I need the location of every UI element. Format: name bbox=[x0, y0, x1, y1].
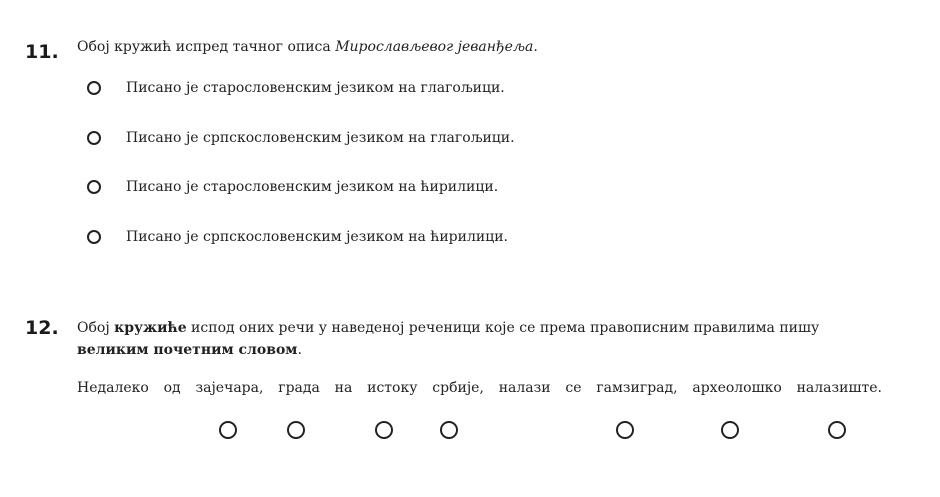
option-a-label: Писано је старословенским језиком на глагољици. bbox=[126, 80, 505, 96]
prompt-text: Обој кружић испред тачног описа bbox=[77, 39, 336, 55]
radio-circle-icon[interactable] bbox=[87, 131, 101, 145]
option-b[interactable] bbox=[87, 127, 515, 149]
radio-circle-icon[interactable] bbox=[87, 180, 101, 194]
prompt-bold: великим почетним словом bbox=[77, 342, 298, 358]
option-c[interactable] bbox=[87, 176, 498, 198]
word-circle-7[interactable] bbox=[828, 421, 846, 439]
prompt-text: . bbox=[533, 39, 538, 55]
question-12-prompt bbox=[77, 317, 907, 361]
word-circle-2[interactable] bbox=[287, 421, 305, 439]
prompt-text: . bbox=[297, 342, 302, 358]
option-a[interactable] bbox=[87, 77, 505, 99]
option-d[interactable] bbox=[87, 226, 508, 248]
question-12-number: 12. bbox=[25, 317, 59, 339]
prompt-text: Обој bbox=[77, 320, 115, 336]
word-circle-6[interactable] bbox=[721, 421, 739, 439]
radio-circle-icon[interactable] bbox=[87, 230, 101, 244]
option-d-label: Писано је српскословенским језиком на ћирилици. bbox=[126, 229, 508, 245]
sentence-text: Недалеко од зајечара, града на истоку србије, налази се гамзиград, археолошко налазиште. bbox=[77, 380, 882, 396]
question-11-prompt bbox=[77, 36, 538, 58]
radio-circle-icon[interactable] bbox=[87, 81, 101, 95]
word-circle-5[interactable] bbox=[616, 421, 634, 439]
option-b-label: Писано је српскословенским језиком на глагољици. bbox=[126, 130, 515, 146]
prompt-bold: кружиће bbox=[114, 320, 187, 336]
prompt-emphasis: Мирослављевог јеванђеља bbox=[335, 39, 534, 55]
question-11-number: 11. bbox=[25, 41, 59, 63]
word-circle-1[interactable] bbox=[219, 421, 237, 439]
option-c-label: Писано је старословенским језиком на ћирилици. bbox=[126, 179, 499, 195]
word-circle-3[interactable] bbox=[375, 421, 393, 439]
prompt-text: испод оних речи у наведеној реченици које се према правописним правилима пишу bbox=[186, 320, 820, 336]
word-circle-4[interactable] bbox=[440, 421, 458, 439]
